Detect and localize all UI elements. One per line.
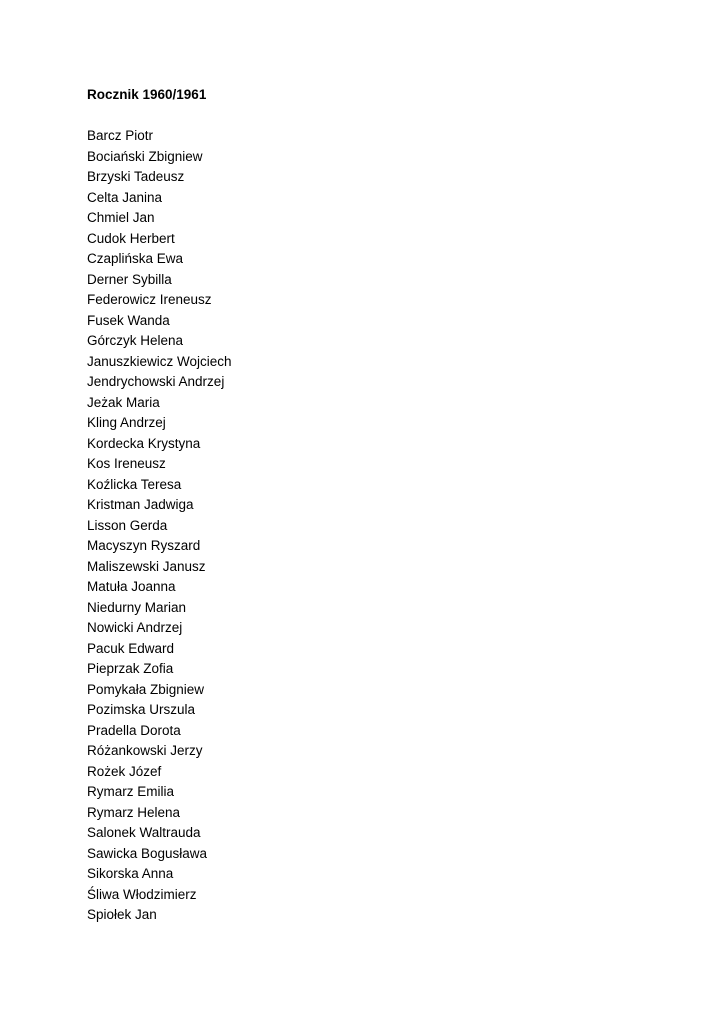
list-item: Pradella Dorota <box>87 722 181 738</box>
list-item: Pieprzak Zofia <box>87 661 174 676</box>
list-item: Fusek Wanda <box>87 312 170 328</box>
list-item: Czaplińska Ewa <box>87 251 184 266</box>
list-item: Chmiel Jan <box>87 210 155 225</box>
name-list <box>87 126 232 926</box>
list-item: Jeżak Maria <box>87 394 160 410</box>
list-item: Pozimska Urszula <box>87 702 196 717</box>
list-item: Macyszyn Ryszard <box>87 538 201 553</box>
list-item: Rymarz Emilia <box>87 784 175 799</box>
list-item: Rożek Józef <box>87 763 162 779</box>
list-item: Śliwa Włodzimierz <box>87 886 197 902</box>
list-item: Rymarz Helena <box>87 804 181 820</box>
list-item: Cudok Herbert <box>87 230 175 246</box>
list-item: Matuła Joanna <box>87 579 176 594</box>
list-item: Nowicki Andrzej <box>87 620 183 635</box>
list-item: Celta Janina <box>87 189 163 205</box>
list-item: Pomykała Zbigniew <box>87 681 205 697</box>
list-item: Pacuk Edward <box>87 640 175 656</box>
list-item: Kristman Jadwiga <box>87 497 194 512</box>
list-item: Kling Andrzej <box>87 415 166 430</box>
list-item: Górczyk Helena <box>87 333 184 348</box>
list-item: Maliszewski Janusz <box>87 558 206 574</box>
list-item: Brzyski Tadeusz <box>87 169 185 184</box>
document-title: Rocznik 1960/1961 <box>87 87 207 102</box>
list-item: Koźlicka Teresa <box>87 476 182 492</box>
list-item: Federowicz Ireneusz <box>87 292 212 307</box>
list-item: Jendrychowski Andrzej <box>87 374 225 389</box>
list-item: Barcz Piotr <box>87 128 154 143</box>
list-item: Salonek Waltrauda <box>87 825 201 840</box>
list-item: Lisson Gerda <box>87 517 168 533</box>
list-item: Derner Sybilla <box>87 271 172 287</box>
list-item: Kos Ireneusz <box>87 456 166 471</box>
list-item: Kordecka Krystyna <box>87 435 201 451</box>
list-item: Różankowski Jerzy <box>87 743 203 758</box>
list-item: Spiołek Jan <box>87 907 157 922</box>
list-item: Bociański Zbigniew <box>87 148 203 164</box>
list-item: Sawicka Bogusława <box>87 845 208 861</box>
list-item: Januszkiewicz Wojciech <box>87 353 232 369</box>
list-item: Sikorska Anna <box>87 866 174 881</box>
list-item: Niedurny Marian <box>87 599 187 615</box>
